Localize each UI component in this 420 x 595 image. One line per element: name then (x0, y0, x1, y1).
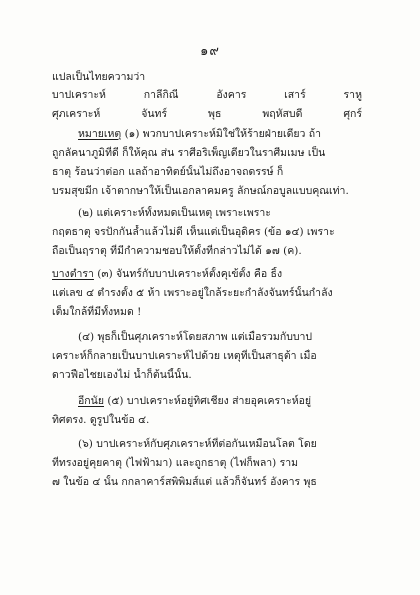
para3-heading: บางตำรา (52, 268, 94, 280)
intro-line: แปลเป็นไทยความว่า (52, 71, 146, 83)
para5-heading: อีกนัย (78, 395, 104, 407)
para3-line: (๓) จันทร์กับบาปเคราะห์ตั้งคุเข้ตั้ง คือ ธิ้ง (97, 268, 283, 280)
para3-first-line (52, 267, 382, 281)
para2-line: ถือเป็นฤราตุ ที่มีกำความชอบให้ตั้งที่กล่าวไม่ได้ ๑๗ (ค). (52, 245, 302, 257)
row1-item: บาปเคราะห์ (52, 89, 106, 101)
para4-line: (๔) พุธก็เป็นศุภเคราะห์โดยสภาพ แต่เมื่อรวมกับบาป (78, 331, 313, 343)
para6-line: ที่ทรงอยู่คุยคาตุ (ไฟฟ้ามา) และถูกธาตุ (ไฟก็พลา) ราม (52, 457, 299, 469)
para1-line: ธาตุ ร้อนว่าต่อก แลถ้าอาทิตย์นั้นไม่ถึงอาจถดรรษ์ ก็ (52, 166, 284, 178)
row2-item: ศุกร์ (343, 108, 362, 120)
para5-line: ทิศตรง. ดูรูปในข้อ ๔. (52, 414, 150, 426)
row2-item: ศุภเคราะห์ (52, 108, 101, 120)
para5-first-line (78, 394, 382, 408)
para1-first-line (78, 127, 382, 141)
para1-heading: หมายเหตุ (78, 128, 122, 140)
para2-line: (๒) แต่เคราะห์ทั้งหมดเป็นเหตุ เพราะเพราะ (78, 207, 271, 219)
row2-item: พฤหัสบดี (262, 108, 303, 120)
para6-line: (๖) บาปเคราะห์กับศุภเคราะห์ที่ต่อกันเหมือนโลต โดย (78, 438, 317, 450)
row1-item: ราหู (343, 89, 362, 101)
para6-line: ๗ ในข้อ ๔ นั้น กกลาคาร์สพิพิมส์แต่ แล้วก็จันทร์ อังคาร พุธ (52, 476, 317, 488)
row2-item: จันทร์ (141, 108, 168, 120)
para1-line: (๑) พวกบาปเคราะห์มิใช่ให้ร้ายฝ่ายเดียว ถ้า (124, 128, 322, 140)
row1-item: อังคาร (216, 89, 247, 101)
benefic-planets-row (52, 107, 362, 121)
para1-line: ถูกลัคนาภูมิที่ดี ก็ให้คุณ ส่น ราศีอริเพ็ญเดียวในราศีมเมษ เป็น (52, 147, 326, 159)
para4-line: เคราะห์ก็กลายเป็นบาปเคราะห์ไปด้วย เหตุที่เป็นสาธุต้า เมื่อ (52, 350, 317, 362)
para4-line: ดาวฟือไชยเองไม่ น้ำก็ต้นนี้นั้น. (52, 369, 192, 381)
row1-item: เสาร์ (284, 89, 306, 101)
para3-line: แต่เลข ๔ ตำรงตั้ง ๕ ห้า เพราะอยู่ใกล้ระยะกำลังจันทร์นั้นกำลัง (52, 287, 333, 299)
para5-line: (๕) บาปเคราะห์อยู่ทิศเชียง ส่ายอุคเคราะห์อยู่ (107, 395, 312, 407)
page-number: ๑๙ (200, 44, 220, 59)
para1-line: บรมสุขมีก เจ้าตากษาให้เป็นเอกลาคมครู ลักษณ์กอบูลแบบคุณเท่า. (52, 185, 349, 197)
malefic-planets-row (52, 88, 362, 102)
para2-line: กฤตธาตุ จรปักกันล้ำแล้วไม่ดี เห็นแต่เป็นอุดิคร (ข้อ ๑๔) เพราะ (52, 226, 335, 238)
row1-item: กาลีกิณี (143, 89, 179, 101)
para3-line: เต็มใกล้ที่มีทั้งหมด ! (52, 306, 142, 318)
row2-item: พุธ (208, 108, 222, 120)
